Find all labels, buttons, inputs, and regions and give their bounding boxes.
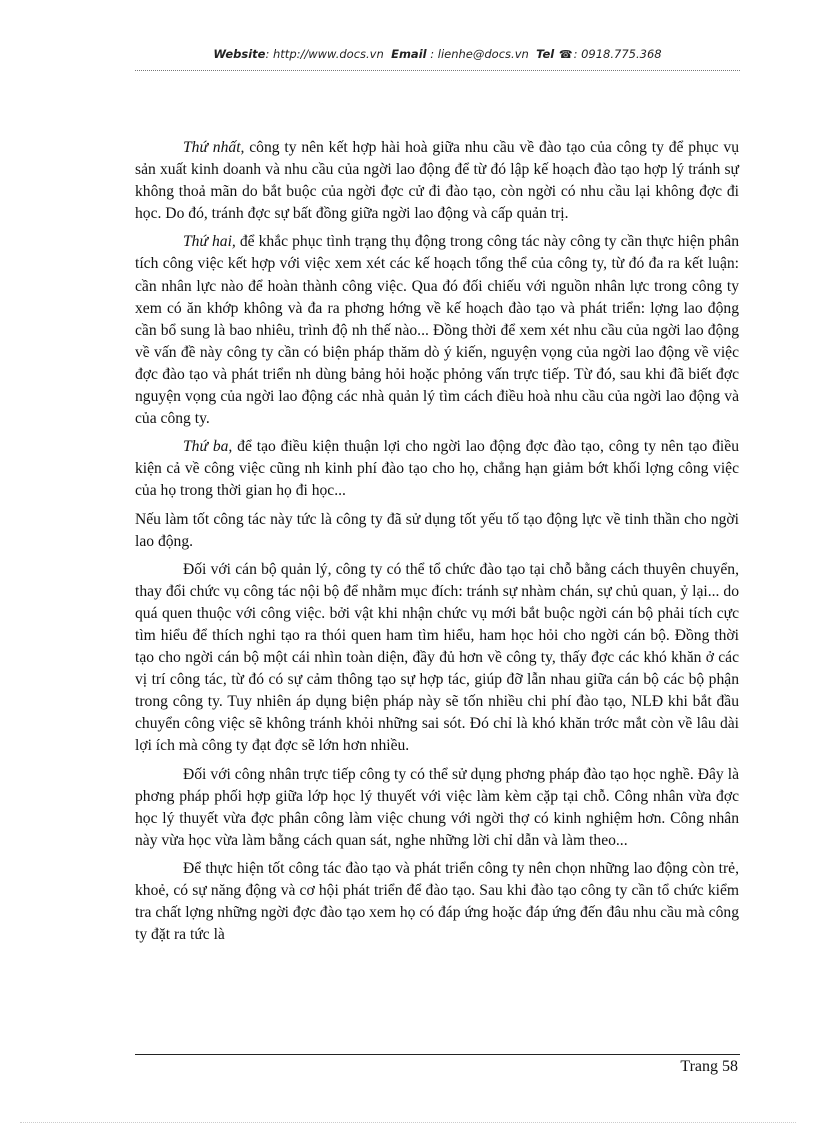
paragraph-text: Để thực hiện tốt công tác đào tạo và phát triển công ty nên chọn những lao động còn trẻ, khoẻ, có sự năng động và cơ hội phát triển để đào tạo. Sau khi đào tạo công ty cần tổ chức kiểm tra chất lợng những ngời đợc đào tạo xem họ có đáp ứng hoặc đáp ứng đến đâu nhu cầu mà công ty đặt ra tức là xyxy=(135,859,739,944)
paragraph-7 xyxy=(135,858,739,946)
paragraph-lead: Thứ ba, xyxy=(183,438,233,456)
tel-value: : 0918.775.368 xyxy=(573,47,662,61)
paragraph-5 xyxy=(135,559,739,758)
phone-icon: ☎ xyxy=(558,48,573,61)
paragraph-text: công ty nên kết hợp hài hoà giữa nhu cầu về đào tạo của công ty để phục vụ sản xuất kinh doanh và nhu cầu của ngời lao động để từ đó lập kế hoạch đào tạo hợp lý tránh sự không thoả mãn do bắt buộc của ngời đợc cử đi đào tạo, còn ngời có nhu cầu lại không đợc đi học. Do đó, tránh đợc sự bất đồng giữa ngời lao động và cấp quản trị. xyxy=(135,139,739,223)
email-label: Email xyxy=(391,47,427,61)
email-value: : lienhe@docs.vn xyxy=(430,47,529,61)
paragraph-text: để khắc phục tình trạng thụ động trong công tác này công ty cần thực hiện phân tích công việc kết hợp với việc xem xét các kế hoạch tổng thể của công ty, từ đó đa ra kết luận: cần nhân lực nào để hoàn thành công việc. Qua đó đối chiếu với nguồn nhân lực trong công ty xem có ăn khớp không và đa ra phơng hớng về kế hoạch đào tạo và phát triển: lợng lao động cần bổ sung là bao nhiêu, trình độ nh thế nào... Đồng thời để xem xét nhu cầu của ngời lao động về vấn đề này công ty cần có biện pháp thăm dò ý kiến, nguyện vọng của ngời lao động về việc đợc đào tạo và phát triển nh dùng bảng hỏi hoặc phỏng vấn trực tiếp. Từ đó, sau khi đã biết đợc nguyện vọng của ngời lao động các nhà quản lý tìm cách điều hoà nhu cầu của ngời lao động và của công ty. xyxy=(135,233,740,428)
website-label: Website xyxy=(213,47,266,61)
header-divider xyxy=(135,70,740,71)
paragraph-2 xyxy=(135,231,739,430)
paragraph-text: Đối với cán bộ quản lý, công ty có thể tổ chức đào tạo tại chỗ bằng cách thuyên chuyển, thay đổi chức vụ công tác nội bộ để nhằm mục đích: tránh sự nhàm chán, sự chủ quan, ỷ lại... do quá quen thuộc với công việc. bởi vật khi nhận chức vụ mới bắt buộc ngời cán bộ phải tích cực tìm hiểu để thích nghi tạo ra thói quen ham tìm hiểu, ham học hỏi cho ngời cán bộ. Đồng thời tạo cho ngời cán bộ một cái nhìn toàn diện, đầy đủ hơn về công ty, thấy đợc các khó khăn ở các vị trí công tác, từ đó có sự cảm thông tạo sự hợp tác, giúp đỡ lẫn nhau giữa cán bộ các bộ phận trong công ty. Tuy nhiên áp dụng biện pháp này sẽ tốn nhiều chi phí đào tạo, NLĐ khi bắt đầu chuyển công việc sẽ không tránh khỏi những sai sót. Đó chỉ là khó khăn trớc mắt còn về lâu dài lợi ích mà công ty đạt đợc sẽ lớn hơn nhiều. xyxy=(135,560,739,755)
paragraph-text: để tạo điều kiện thuận lợi cho ngời lao động đợc đào tạo, công ty nên tạo điều kiện cả về công việc cũng nh kinh phí đào tạo cho họ, chẳng hạn giảm bớt khối lợng công việc của họ trong thời gian họ đi học... xyxy=(135,438,739,500)
paragraph-4 xyxy=(135,509,739,553)
paragraph-text: Đối với công nhân trực tiếp công ty có thể sử dụng phơng pháp đào tạo học nghề. Đây là phơng pháp phối hợp giữa lớp học lý thuyết với việc làm kèm cặp tại chỗ. Công nhân vừa đợc học lý thuyết vừa đợc phân công làm việc chung với ngời thợ có kinh nghiệm hơn. Công nhân này vừa học vừa làm bằng cách quan sát, nghe những lời chỉ dẫn và làm theo... xyxy=(135,765,739,849)
footer-divider xyxy=(135,1054,740,1055)
tel-label: Tel xyxy=(536,47,555,61)
paragraph-text: Nếu làm tốt công tác này tức là công ty đã sử dụng tốt yếu tố tạo động lực về tinh thần cho ngời lao động. xyxy=(135,510,739,550)
document-body xyxy=(135,137,739,946)
paragraph-6 xyxy=(135,764,739,852)
paragraph-lead: Thứ hai, xyxy=(183,233,236,251)
paragraph-lead: Thứ nhất, xyxy=(183,139,245,156)
page-header xyxy=(135,47,740,61)
paragraph-3 xyxy=(135,436,739,502)
paragraph-1 xyxy=(135,137,739,225)
page-number: Trang 58 xyxy=(680,1058,738,1075)
website-value: : http://www.docs.vn xyxy=(265,47,384,61)
